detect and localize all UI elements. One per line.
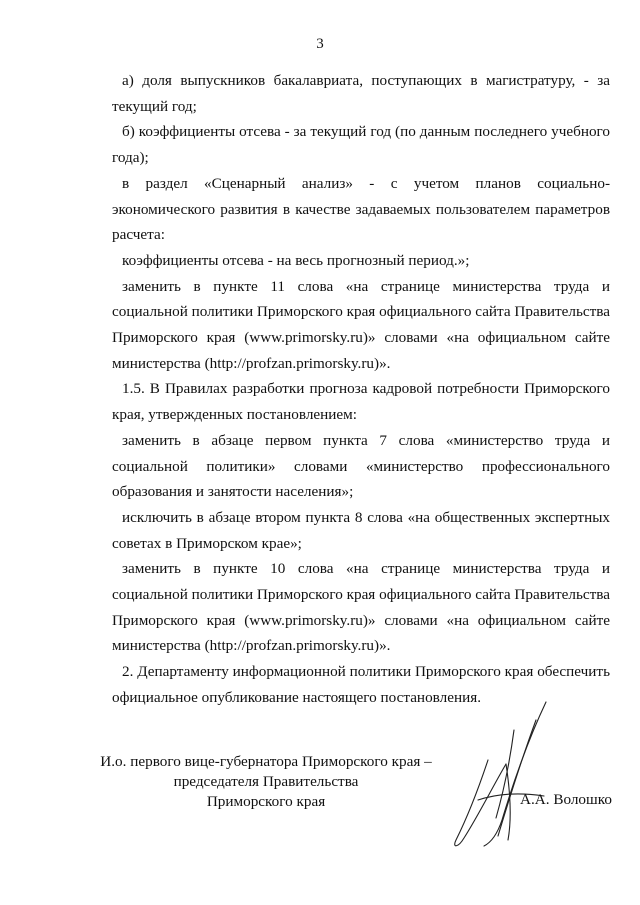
paragraph-b: б) коэффициенты отсева - за текущий год (по данным последнего учебного года); xyxy=(112,123,610,167)
signer-position-line1: И.о. первого вице-губернатора Приморского края – xyxy=(100,753,432,770)
paragraph-a: а) доля выпускников бакалавриата, поступающих в магистратуру, - за текущий год; xyxy=(112,72,610,115)
paragraph-exclude-8: исключить в абзаце втором пункта 8 слова «на общественных экспертных советах в Приморском крае»; xyxy=(112,508,610,552)
paragraph-replace-11: заменить в пункте 11 слова «на странице министерства труда и социальной политики Приморского края официального сайта Правительства Приморского края (www.primorsky.ru)» словами «на официальном сайте министерства (http://profzan.primorsky.ru)». xyxy=(112,277,610,372)
paragraph-2: 2. Департаменту информационной политики Приморского края обеспечить официальное опубликование настоящего постановления. xyxy=(112,663,610,706)
signer-position xyxy=(86,752,446,812)
paragraph-1-5: 1.5. В Правилах разработки прогноза кадровой потребности Приморского края, утвержденных постановлением: xyxy=(112,380,610,424)
paragraph-replace-10: заменить в пункте 10 слова «на странице министерства труда и социальной политики Приморского края официального сайта Правительства Приморского края (www.primorsky.ru)» словами «на официальном сайте министерства (http://profzan.primorsky.ru)». xyxy=(112,560,610,655)
signer-position-line2: председателя Правительства xyxy=(173,773,359,790)
signer-name: А.А. Волошко xyxy=(520,791,612,808)
paragraph-scenario: в раздел «Сценарный анализ» - с учетом планов социально-экономического развития в качестве задаваемых пользователем параметров расчета: xyxy=(112,174,610,244)
paragraph-dropout: коэффициенты отсева - на весь прогнозный период.»; xyxy=(122,251,470,269)
page-number: 3 xyxy=(316,36,324,52)
document-body xyxy=(112,68,610,711)
handwritten-signature xyxy=(448,700,558,850)
paragraph-replace-7: заменить в абзаце первом пункта 7 слова «министерство труда и социальной политики» словами «министерство профессионального образования и занятости населения»; xyxy=(112,431,610,501)
signer-position-line3: Приморского края xyxy=(206,793,326,810)
